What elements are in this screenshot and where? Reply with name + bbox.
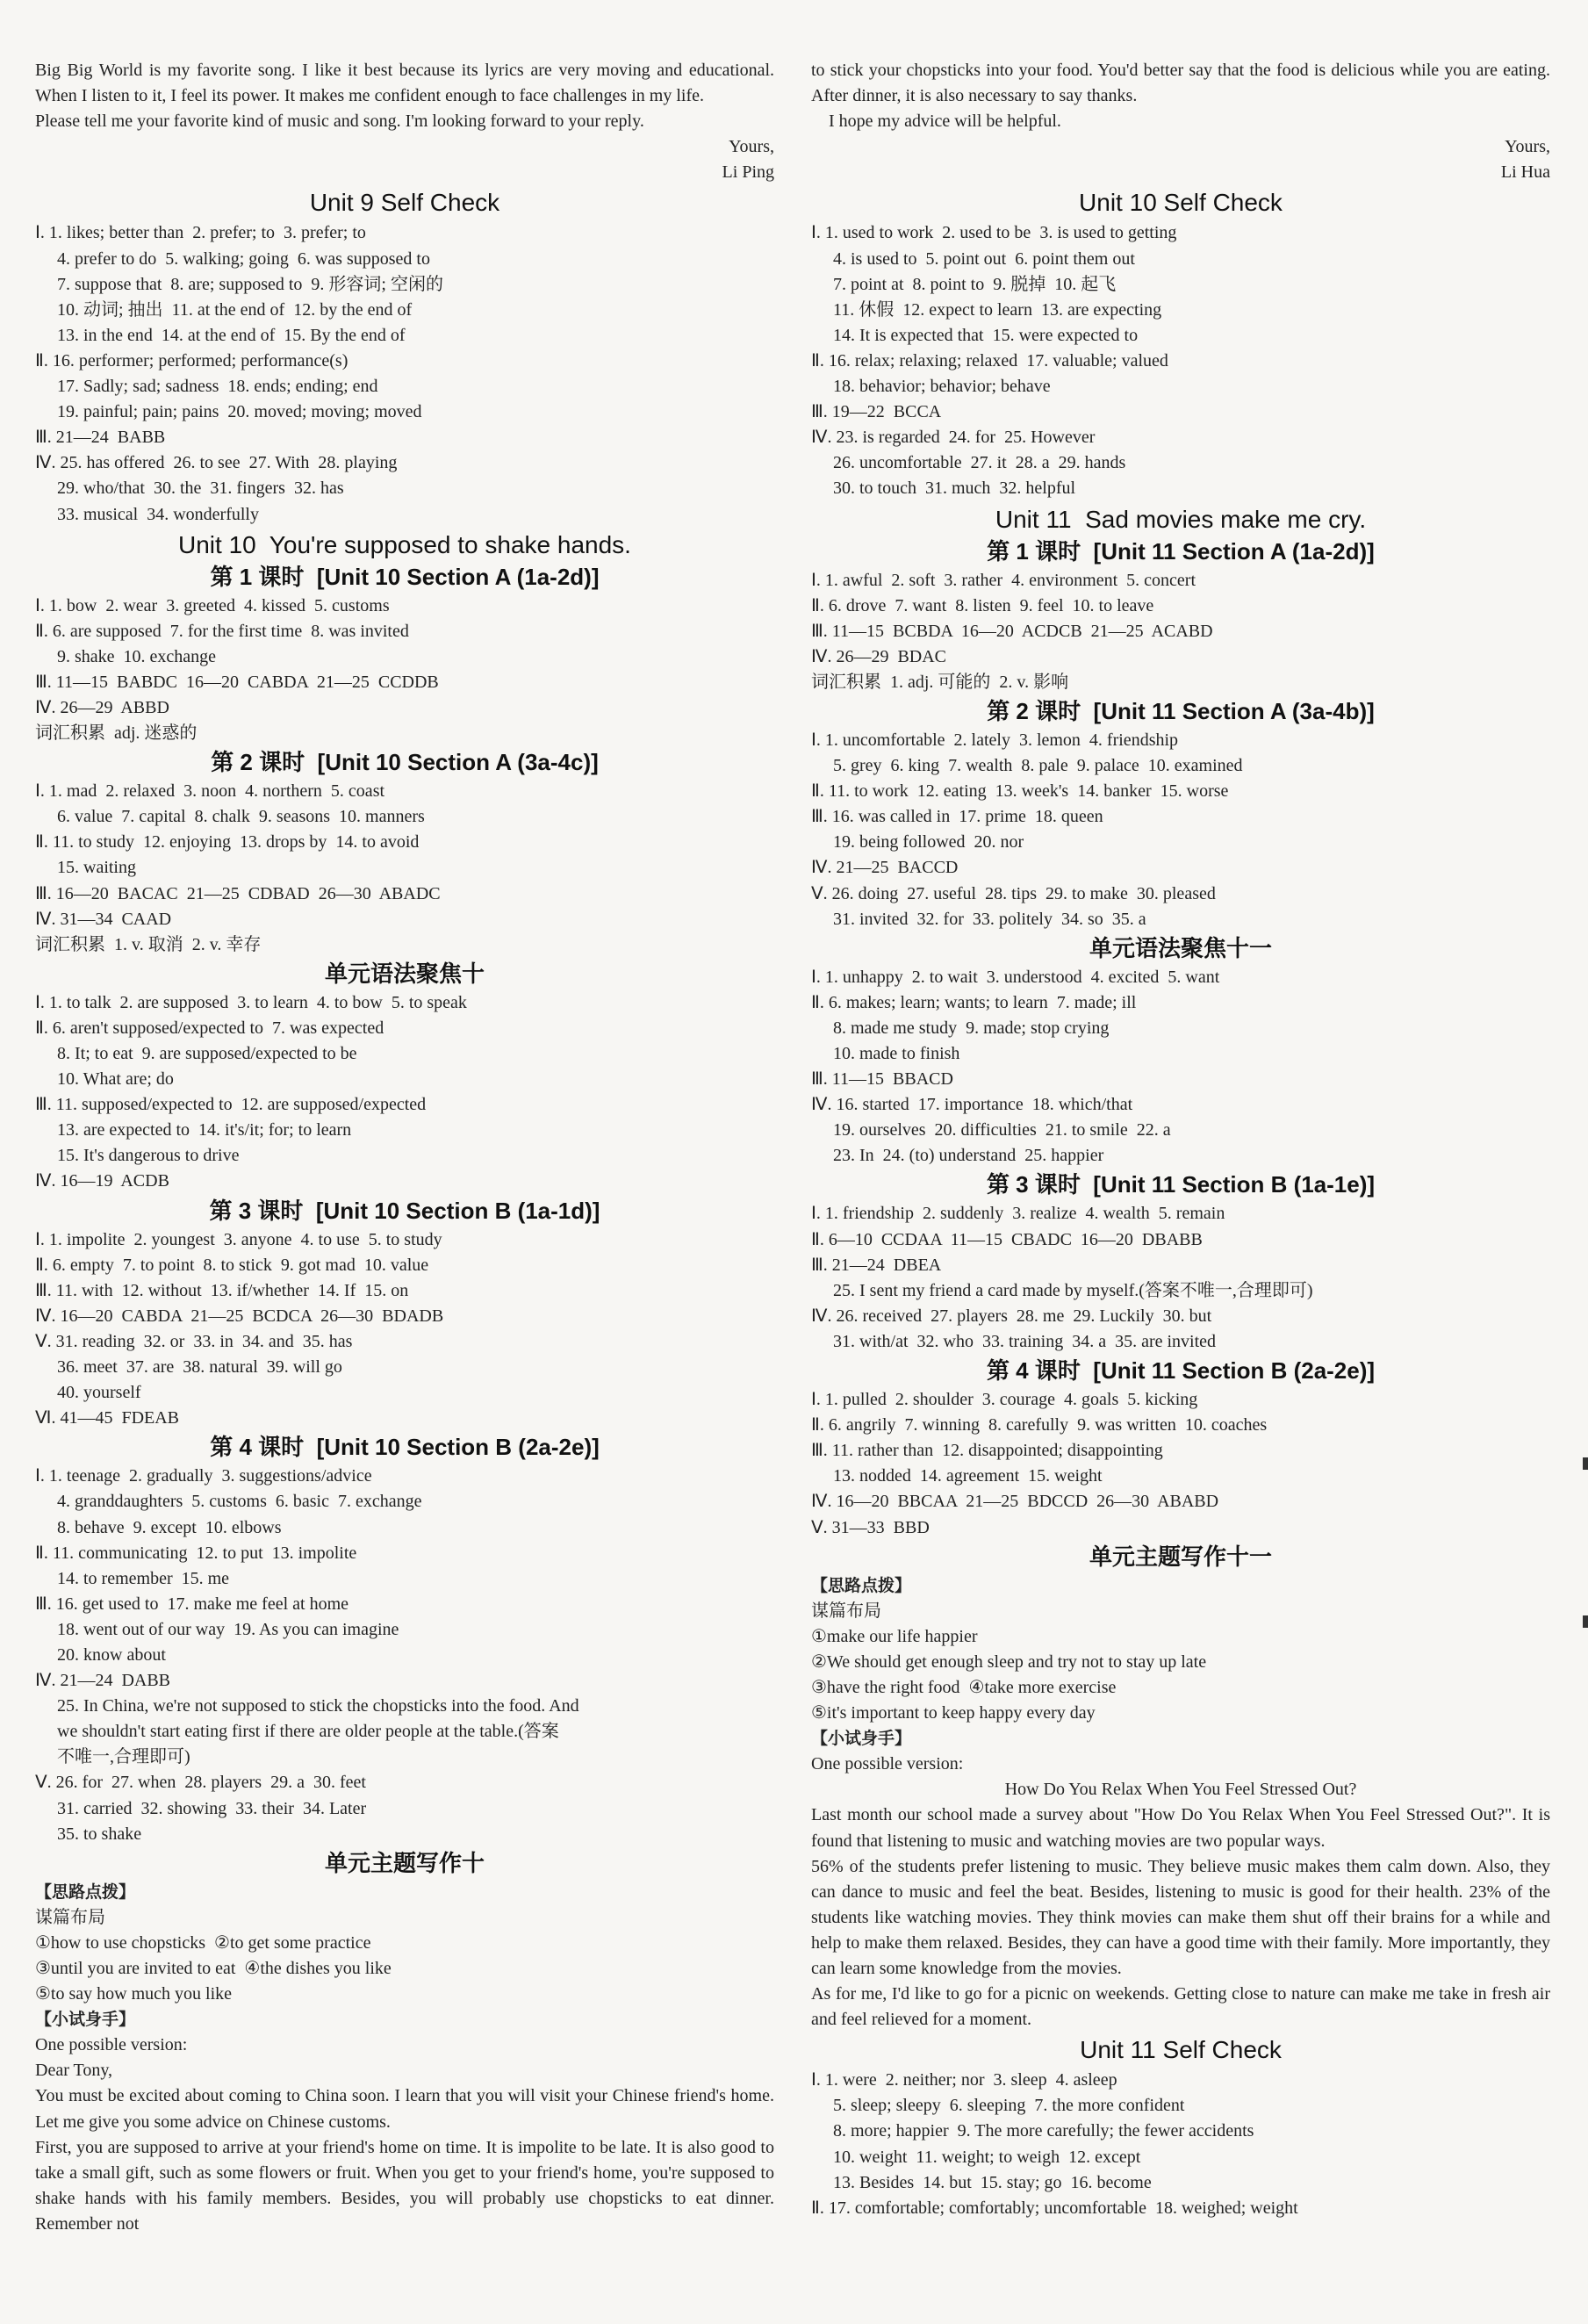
- signature-line: Yours,: [1505, 137, 1550, 157]
- answer-line: Ⅳ. 25. has offered 26. to see 27. With 28. playing: [35, 453, 398, 473]
- answer-line: ③until you are invited to eat ④the dishes you like: [35, 1959, 392, 1978]
- answer-line: Ⅰ. 1. teenage 2. gradually 3. suggestions/advice: [35, 1466, 372, 1486]
- answer-line: Ⅳ. 16. started 17. importance 18. which/that: [811, 1095, 1133, 1115]
- answer-line: Ⅲ. 19—22 BCCA: [811, 402, 942, 422]
- answer-line: 33. musical 34. wonderfully: [35, 504, 259, 524]
- answer-line: 14. It is expected that 15. were expected to: [811, 325, 1139, 345]
- answer-line: 13. are expected to 14. it's/it; for; to learn: [35, 1120, 352, 1140]
- answer-line: 18. went out of our way 19. As you can imagine: [35, 1619, 399, 1639]
- answer-line: 19. ourselves 20. difficulties 21. to smile 22. a: [811, 1120, 1171, 1140]
- answer-line: 10. made to finish: [811, 1044, 960, 1063]
- paragraph: Please tell me your favorite kind of music and song. I'm looking forward to your reply.: [35, 112, 644, 132]
- answer-line: Ⅳ. 23. is regarded 24. for 25. However: [811, 428, 1096, 448]
- answer-line: 8. behave 9. except 10. elbows: [35, 1517, 282, 1537]
- section-label: 【小试身手】: [35, 2010, 136, 2030]
- answer-line: 18. behavior; behavior; behave: [811, 377, 1051, 397]
- answer-line: Ⅱ. 6. angrily 7. winning 8. carefully 9. was written 10. coaches: [811, 1415, 1268, 1435]
- answer-line: 4. prefer to do 5. walking; going 6. was supposed to: [35, 248, 430, 269]
- lesson-heading: 第 2 课时 [Unit 11 Section A (3a-4b)]: [987, 697, 1375, 724]
- answer-line: we shouldn't start eating first if there are older people at the table.(答案: [35, 1722, 559, 1742]
- essay-title: How Do You Relax When You Feel Stressed Out?: [1004, 1780, 1357, 1800]
- lesson-heading: 第 3 课时 [Unit 10 Section B (1a-1d)]: [209, 1197, 600, 1224]
- answer-line: 11. 休假 12. expect to learn 13. are expecting: [811, 299, 1162, 320]
- lesson-heading: 单元语法聚焦十: [324, 960, 485, 987]
- answer-line: Ⅴ. 26. for 27. when 28. players 29. a 30. feet: [35, 1773, 366, 1793]
- paragraph: Big Big World is my favorite song. I like it best because its lyrics are very moving and educational. When I listen to it, I feel its power. It makes me confident enough to face challenges in my life.: [35, 61, 774, 106]
- answer-line: Ⅳ. 26. received 27. players 28. me 29. Luckily 30. but: [811, 1306, 1212, 1326]
- answer-line: Ⅱ. 6. empty 7. to point 8. to stick 9. got mad 10. value: [35, 1255, 429, 1275]
- answer-line: Ⅲ. 21—24 DBEA: [811, 1255, 942, 1275]
- answer-line: 8. more; happier 9. The more carefully; the fewer accidents: [811, 2121, 1254, 2141]
- answer-line: Ⅱ. 6. are supposed 7. for the first time 8. was invited: [35, 621, 409, 641]
- answer-line: Ⅰ. 1. to talk 2. are supposed 3. to learn 4. to bow 5. to speak: [35, 992, 467, 1012]
- answer-line: Ⅳ. 16—19 ACDB: [35, 1171, 169, 1191]
- answer-line: 26. uncomfortable 27. it 28. a 29. hands: [811, 453, 1126, 473]
- answer-line: 词汇积累 adj. 迷惑的: [35, 723, 198, 744]
- unit-heading: Unit 10 You're supposed to shake hands.: [178, 530, 631, 558]
- paragraph: to stick your chopsticks into your food. You'd better say that the food is delicious while you are eating. After dinner, it is also necessary to say thanks.: [811, 61, 1550, 106]
- answer-line: 8. It; to eat 9. are supposed/expected to be: [35, 1044, 357, 1063]
- answer-line: Ⅱ. 17. comfortable; comfortably; uncomfortable 18. weighed; weight: [811, 2198, 1298, 2218]
- answer-line: One possible version:: [35, 2035, 188, 2055]
- answer-line: Ⅱ. 16. performer; performed; performance(s): [35, 350, 348, 371]
- paragraph: You must be excited about coming to China soon. I learn that you will visit your Chinese friend's home. Let me give you some advice on Chinese customs.: [35, 2086, 774, 2132]
- answer-line: 10. weight 11. weight; to weigh 12. except: [811, 2147, 1141, 2167]
- unit-heading: Unit 11 Self Check: [1080, 2036, 1282, 2064]
- answer-line: 13. Besides 14. but 15. stay; go 16. become: [811, 2172, 1152, 2192]
- lesson-heading: 单元主题写作十一: [1089, 1543, 1272, 1570]
- edge-mark: [1583, 1457, 1588, 1470]
- answer-line: 31. invited 32. for 33. politely 34. so 35. a: [811, 909, 1146, 929]
- paragraph: Last month our school made a survey about "How Do You Relax When You Feel Stressed Out?". It is found that listening to music and watching movies are two popular ways.: [811, 1805, 1550, 1851]
- answer-line: Ⅰ. 1. bow 2. wear 3. greeted 4. kissed 5. customs: [35, 595, 390, 615]
- answer-line: 31. with/at 32. who 33. training 34. a 35. are invited: [811, 1331, 1217, 1351]
- answer-line: Ⅴ. 26. doing 27. useful 28. tips 29. to make 30. pleased: [811, 883, 1216, 903]
- answer-line: ⑤it's important to keep happy every day: [811, 1703, 1096, 1723]
- section-label: 【思路点拨】: [811, 1575, 912, 1595]
- answer-line: ①how to use chopsticks ②to get some practice: [35, 1932, 371, 1953]
- answer-line: I hope my advice will be helpful.: [811, 112, 1061, 132]
- answer-line: Ⅴ. 31. reading 32. or 33. in 34. and 35. has: [35, 1331, 353, 1351]
- answer-line: 40. yourself: [35, 1383, 141, 1403]
- answer-line: Ⅲ. 11. supposed/expected to 12. are supposed/expected: [35, 1095, 427, 1115]
- answer-line: 6. value 7. capital 8. chalk 9. seasons 10. manners: [35, 807, 425, 827]
- answer-line: 10. What are; do: [35, 1069, 174, 1090]
- answer-line: Ⅲ. 11—15 BCBDA 16—20 ACDCB 21—25 ACABD: [811, 621, 1213, 641]
- lesson-heading: 第 1 课时 [Unit 10 Section A (1a-2d)]: [210, 563, 600, 590]
- answer-line: Ⅱ. 16. relax; relaxing; relaxed 17. valuable; valued: [811, 350, 1168, 371]
- unit-heading: Unit 9 Self Check: [309, 189, 500, 217]
- answer-line: 词汇积累 1. v. 取消 2. v. 幸存: [35, 934, 262, 954]
- lesson-heading: 第 3 课时 [Unit 11 Section B (1a-1e)]: [986, 1171, 1376, 1198]
- answer-line: 20. know about: [35, 1644, 166, 1665]
- answer-line: 不唯一,合理即可): [35, 1747, 190, 1767]
- answer-line: Ⅰ. 1. mad 2. relaxed 3. noon 4. northern 5. coast: [35, 781, 385, 802]
- section-label: 【小试身手】: [811, 1729, 912, 1749]
- answer-line: Ⅵ. 41—45 FDEAB: [35, 1408, 180, 1428]
- answer-line: 25. I sent my friend a card made by myself.(答案不唯一,合理即可): [811, 1280, 1313, 1300]
- answer-line: 19. being followed 20. nor: [811, 832, 1024, 853]
- signature-line: Li Ping: [722, 162, 774, 183]
- answer-line: Ⅱ. 6. aren't supposed/expected to 7. was expected: [35, 1018, 384, 1038]
- answer-line: 4. granddaughters 5. customs 6. basic 7. exchange: [35, 1492, 422, 1512]
- answer-line: Ⅰ. 1. used to work 2. used to be 3. is used to getting: [811, 223, 1177, 243]
- answer-line: Ⅰ. 1. unhappy 2. to wait 3. understood 4. excited 5. want: [811, 967, 1220, 987]
- answer-line: Ⅲ. 11—15 BABDC 16—20 CABDA 21—25 CCDDB: [35, 672, 439, 692]
- left-column: [35, 58, 774, 2237]
- answer-line: 7. point at 8. point to 9. 脱掉 10. 起飞: [811, 274, 1117, 294]
- answer-line: Ⅱ. 11. to work 12. eating 13. week's 14. banker 15. worse: [811, 781, 1229, 802]
- answer-line: 15. It's dangerous to drive: [35, 1146, 240, 1166]
- answer-line: ②We should get enough sleep and try not to stay up late: [811, 1651, 1207, 1672]
- answer-line: 30. to touch 31. much 32. helpful: [811, 478, 1076, 499]
- answer-line: Ⅱ. 11. communicating 12. to put 13. impolite: [35, 1543, 357, 1563]
- answer-line: Ⅱ. 6. makes; learn; wants; to learn 7. made; ill: [811, 992, 1137, 1012]
- answer-line: Ⅲ. 11—15 BBACD: [811, 1069, 953, 1090]
- answer-line: 25. In China, we're not supposed to stick the chopsticks into the food. And: [35, 1696, 579, 1716]
- answer-line: Ⅰ. 1. likes; better than 2. prefer; to 3. prefer; to: [35, 223, 366, 243]
- answer-line: Ⅱ. 6. drove 7. want 8. listen 9. feel 10. to leave: [811, 595, 1154, 615]
- answer-line: 5. sleep; sleepy 6. sleeping 7. the more confident: [811, 2096, 1185, 2116]
- unit-heading: Unit 10 Self Check: [1079, 189, 1283, 217]
- answer-line: 35. to shake: [35, 1824, 142, 1844]
- edge-mark: [1583, 1615, 1588, 1628]
- answer-line: One possible version:: [811, 1754, 964, 1774]
- answer-line: Ⅳ. 31—34 CAAD: [35, 909, 172, 929]
- answer-line: Ⅰ. 1. were 2. neither; nor 3. sleep 4. asleep: [811, 2070, 1117, 2090]
- answer-line: 36. meet 37. are 38. natural 39. will go: [35, 1357, 342, 1378]
- answer-line: 5. grey 6. king 7. wealth 8. pale 9. palace 10. examined: [811, 756, 1243, 776]
- answer-line: Ⅲ. 21—24 BABB: [35, 428, 166, 448]
- answer-line: 31. carried 32. showing 33. their 34. Later: [35, 1798, 367, 1818]
- answer-line: Ⅰ. 1. uncomfortable 2. lately 3. lemon 4. friendship: [811, 730, 1179, 750]
- answer-line: 14. to remember 15. me: [35, 1568, 230, 1588]
- answer-line: 10. 动词; 抽出 11. at the end of 12. by the end of: [35, 299, 413, 320]
- answer-line: Ⅴ. 31—33 BBD: [811, 1517, 930, 1537]
- answer-line: Ⅳ. 16—20 CABDA 21—25 BCDCA 26—30 BDADB: [35, 1306, 444, 1326]
- answer-line: 谋篇布局: [811, 1601, 881, 1621]
- lesson-heading: 单元主题写作十: [324, 1849, 485, 1876]
- lesson-heading: 第 4 课时 [Unit 11 Section B (2a-2e)]: [986, 1357, 1376, 1385]
- right-column: [811, 58, 1550, 2221]
- answer-line: Ⅲ. 11. rather than 12. disappointed; disappointing: [811, 1441, 1163, 1461]
- answer-line: Ⅰ. 1. friendship 2. suddenly 3. realize 4. wealth 5. remain: [811, 1204, 1225, 1224]
- paragraph: 56% of the students prefer listening to music. They believe music makes them calm down. Also, they can dance to music and feel the beat. Besides, listening to music is good for their health. 23% of the students like watching movies. They think movies can make them shut off their brains for a while and help to make them relaxed. Besides, they can have a good time with their family. More importantly, they can learn some knowledge from the movies.: [811, 1856, 1550, 1978]
- paragraph: As for me, I'd like to go for a picnic on weekends. Getting close to nature can make me take in fresh air and feel relieved for a moment.: [811, 1984, 1550, 2030]
- answer-line: 9. shake 10. exchange: [35, 646, 217, 666]
- answer-line: 7. suppose that 8. are; supposed to 9. 形容词; 空闲的: [35, 274, 443, 294]
- answer-line: 23. In 24. (to) understand 25. happier: [811, 1146, 1104, 1166]
- unit-heading: Unit 11 Sad movies make me cry.: [995, 505, 1367, 533]
- answer-line: Ⅰ. 1. pulled 2. shoulder 3. courage 4. goals 5. kicking: [811, 1390, 1198, 1410]
- answer-line: 19. painful; pain; pains 20. moved; moving; moved: [35, 402, 422, 422]
- answer-line: Ⅲ. 16. get used to 17. make me feel at home: [35, 1594, 349, 1614]
- answer-line: ③have the right food ④take more exercise: [811, 1677, 1117, 1697]
- answer-line: Ⅳ. 26—29 ABBD: [35, 697, 169, 717]
- answer-line: ⑤to say how much you like: [35, 1984, 233, 2004]
- lesson-heading: 第 1 课时 [Unit 11 Section A (1a-2d)]: [987, 537, 1375, 565]
- answer-line: 13. nodded 14. agreement 15. weight: [811, 1466, 1103, 1486]
- answer-line: Ⅱ. 11. to study 12. enjoying 13. drops by 14. to avoid: [35, 832, 420, 853]
- lesson-heading: 单元语法聚焦十一: [1089, 934, 1272, 961]
- answer-line: 17. Sadly; sad; sadness 18. ends; ending; end: [35, 377, 378, 397]
- answer-line: 15. waiting: [35, 858, 136, 878]
- answer-line: Dear Tony,: [35, 2061, 113, 2081]
- lesson-heading: 第 4 课时 [Unit 10 Section B (2a-2e)]: [210, 1434, 600, 1461]
- answer-line: Ⅲ. 16—20 BACAC 21—25 CDBAD 26—30 ABADC: [35, 883, 441, 903]
- answer-line: Ⅳ. 21—24 DABB: [35, 1671, 171, 1691]
- lesson-heading: 第 2 课时 [Unit 10 Section A (3a-4c)]: [211, 749, 599, 776]
- answer-line: Ⅳ. 21—25 BACCD: [811, 858, 959, 878]
- answer-line: 词汇积累 1. adj. 可能的 2. v. 影响: [811, 672, 1069, 692]
- answer-line: Ⅰ. 1. awful 2. soft 3. rather 4. environment 5. concert: [811, 570, 1196, 590]
- answer-line: 8. made me study 9. made; stop crying: [811, 1018, 1110, 1038]
- signature-line: Li Hua: [1500, 162, 1550, 183]
- signature-line: Yours,: [729, 137, 774, 157]
- answer-line: Ⅲ. 11. with 12. without 13. if/whether 14. If 15. on: [35, 1280, 409, 1300]
- paragraph: First, you are supposed to arrive at your friend's home on time. It is impolite to be late. It is also good to take a small gift, such as some flowers or fruit. When you get to your friend's home, you're supposed to shake hands with his family members. Besides, you will probably use chopsticks to eat dinner. Remember not: [35, 2137, 774, 2234]
- answer-line: Ⅱ. 6—10 CCDAA 11—15 CBADC 16—20 DBABB: [811, 1229, 1203, 1249]
- answer-line: 4. is used to 5. point out 6. point them out: [811, 248, 1135, 269]
- answer-line: Ⅲ. 16. was called in 17. prime 18. queen: [811, 807, 1103, 827]
- answer-line: Ⅳ. 16—20 BBCAA 21—25 BDCCD 26—30 ABABD: [811, 1492, 1219, 1512]
- section-label: 【思路点拨】: [35, 1882, 136, 1902]
- answer-line: Ⅳ. 26—29 BDAC: [811, 646, 947, 666]
- answer-line: ①make our life happier: [811, 1626, 978, 1646]
- answer-line: 13. in the end 14. at the end of 15. By the end of: [35, 325, 406, 345]
- answer-line: Ⅰ. 1. impolite 2. youngest 3. anyone 4. to use 5. to study: [35, 1229, 442, 1249]
- answer-line: 29. who/that 30. the 31. fingers 32. has: [35, 478, 344, 499]
- answer-line: 谋篇布局: [35, 1907, 105, 1927]
